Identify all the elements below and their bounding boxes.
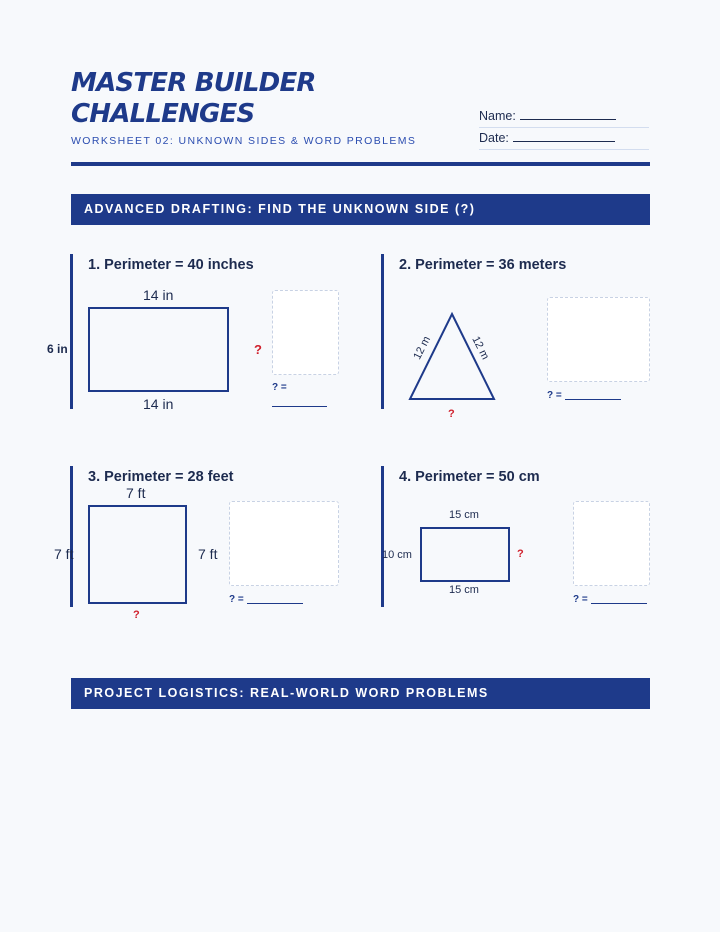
problem-3-answer-label: ? = [229,594,244,605]
page-title [71,68,371,130]
problem-4-title: 4. Perimeter = 50 cm [399,469,540,485]
problem-3-left-label: 7 ft [54,546,74,562]
problem-2-work-box[interactable] [547,297,650,382]
name-field[interactable] [479,109,649,128]
name-line [520,119,616,120]
problem-2-left-label: 12 m [411,334,434,362]
problem-3-unknown-mark: ? [133,609,140,621]
date-field[interactable] [479,131,649,150]
problem-3-answer-line[interactable] [247,603,303,604]
problem-4-rectangle [420,527,510,582]
problem-1-rectangle [88,307,229,392]
problem-4-accent-bar [381,466,384,607]
problem-1-work-box[interactable] [272,290,339,375]
problem-1-answer-label: ? = [272,382,287,393]
problem-2-right-label: 12 m [469,334,492,362]
problem-4-work-box[interactable] [573,501,650,586]
problem-1-bottom-label: 14 in [143,396,174,412]
problem-1-unknown-mark: ? [254,342,262,357]
name-label: Name: [479,109,516,123]
problem-3-work-box[interactable] [229,501,339,586]
problem-2-answer-label: ? = [547,390,562,401]
problem-4-answer-label: ? = [573,594,588,605]
problem-4-left-label: 10 cm [382,549,412,561]
date-label: Date: [479,131,509,145]
problem-3-square [88,505,187,604]
problem-3-top-label: 7 ft [126,485,146,501]
problem-3-right-label: 7 ft [198,546,218,562]
problem-3-accent-bar [70,466,73,607]
problem-4-top-label: 15 cm [449,509,479,521]
problem-1-accent-bar [70,254,73,409]
problem-4-bottom-label: 15 cm [449,584,479,596]
problem-1-title: 1. Perimeter = 40 inches [88,257,254,273]
problem-1-answer-line[interactable] [272,406,327,407]
problem-4-answer-line[interactable] [591,603,647,604]
section-banner-drafting: ADVANCED DRAFTING: FIND THE UNKNOWN SIDE (?) [71,194,650,225]
problem-2-answer-line[interactable] [565,399,621,400]
header-divider [71,162,650,166]
date-line [513,141,615,142]
problem-1-left-label: 6 in [47,342,68,356]
problem-1-top-label: 14 in [143,287,174,303]
problem-3-title: 3. Perimeter = 28 feet [88,469,234,485]
title-line-2: CHALLENGES [71,99,255,129]
problem-4-unknown-mark: ? [517,548,524,560]
title-line-1: MASTER BUILDER [71,68,316,98]
page-subtitle: WORKSHEET 02: UNKNOWN SIDES & WORD PROBLEMS [71,135,417,147]
problem-2-title: 2. Perimeter = 36 meters [399,257,567,273]
problem-2-unknown-mark: ? [448,408,455,420]
problem-2-accent-bar [381,254,384,409]
section-banner-logistics: PROJECT LOGISTICS: REAL-WORLD WORD PROBLEMS [71,678,650,709]
